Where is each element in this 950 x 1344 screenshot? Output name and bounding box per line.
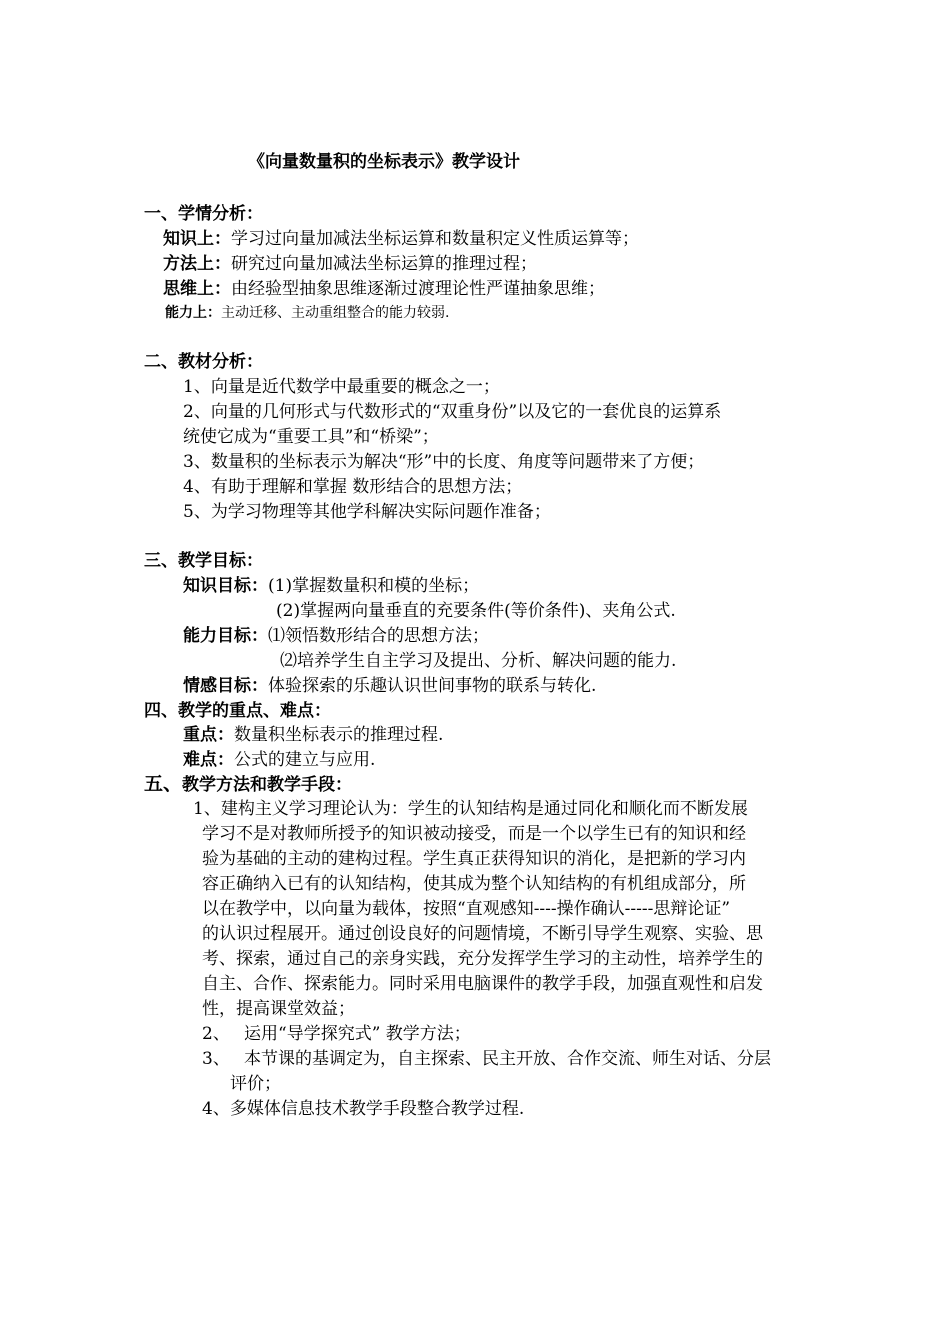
s3-knowledge-label: 知识目标：: [183, 576, 268, 596]
s5-p1-line: 学习不是对教师所授予的知识被动接受，而是一个以学生已有的知识和经: [202, 824, 746, 844]
s3-knowledge-2: (2)掌握两向量垂直的充要条件(等价条件)、夹角公式.: [276, 601, 676, 621]
s1-item-ability: [165, 302, 449, 324]
s5-p3-num: 3、: [202, 1049, 230, 1069]
s2-line: 统使它成为“重要工具”和“桥梁”；: [183, 427, 439, 447]
s5-heading-text: 教学方法和教学手段：: [182, 775, 353, 795]
s1-item-method: [163, 253, 537, 275]
s3-knowledge: [183, 575, 479, 597]
s1-item-text: 学习过向量加减法坐标运算和数量积定义性质运算等；: [231, 229, 639, 249]
section-3-heading: 三、教学目标：: [144, 551, 263, 571]
s1-item-label: 思维上：: [163, 279, 231, 299]
s3-ability-2: ⑵培养学生自主学习及提出、分析、解决问题的能力.: [280, 651, 677, 671]
s1-item-thinking: [163, 278, 605, 300]
s1-item-label: 知识上：: [163, 229, 231, 249]
s4-key-label: 重点：: [183, 725, 234, 745]
s4-key: [183, 724, 443, 746]
s2-line: 2、向量的几何形式与代数形式的“双重身份”以及它的一套优良的运算系: [183, 402, 722, 422]
s5-p4: 4、多媒体信息技术教学手段整合教学过程.: [202, 1099, 525, 1119]
s1-item-text: 研究过向量加减法坐标运算的推理过程；: [231, 254, 537, 274]
s1-item-text: 主动迁移、主动重组整合的能力较弱.: [221, 305, 450, 321]
s5-p3-line2: 评价；: [230, 1074, 281, 1094]
s5-p2-text: 运用“导学探究式” 教学方法；: [244, 1024, 471, 1044]
s3-ability-label: 能力目标：: [183, 626, 268, 646]
s2-line: 3、数量积的坐标表示为解决“形”中的长度、角度等问题带来了方便；: [183, 452, 705, 472]
s3-emotion: [183, 675, 596, 697]
s5-p1-line: 验为基础的主动的建构过程。学生真正获得知识的消化，是把新的学习内: [202, 849, 746, 869]
s5-p2-num: 2、: [202, 1024, 230, 1044]
s5-p3-line1: 本节课的基调定为，自主探索、民主开放、合作交流、师生对话、分层: [244, 1049, 771, 1069]
s2-line: 1、向量是近代数学中最重要的概念之一；: [183, 377, 500, 397]
section-1-heading: 一、学情分析：: [144, 204, 263, 224]
s1-item-label: 方法上：: [163, 254, 231, 274]
s4-key-text: 数量积坐标表示的推理过程.: [234, 725, 444, 745]
s1-item-label: 能力上：: [165, 305, 221, 321]
s5-p1-line: 的认识过程展开。通过创设良好的问题情境，不断引导学生观察、实验、思: [202, 924, 763, 944]
section-5-heading: [144, 773, 352, 796]
s5-heading-num: 五、: [144, 773, 183, 795]
s5-p1-line: 以在教学中，以向量为载体，按照“直观感知----操作确认-----思辩论证”: [202, 899, 731, 919]
s4-diff-text: 公式的建立与应用.: [234, 750, 376, 770]
s5-p1-line: 自主、合作、探索能力。同时采用电脑课件的教学手段，加强直观性和启发: [202, 974, 763, 994]
s5-p1-line: 1、建构主义学习理论认为：学生的认知结构是通过同化和顺化而不断发展: [193, 799, 748, 819]
s4-diff-label: 难点：: [183, 750, 234, 770]
s3-ability-1: ⑴领悟数形结合的思想方法；: [268, 626, 489, 646]
s5-p1-line: 容正确纳入已有的认知结构，使其成为整个认知结构的有机组成部分，所: [202, 874, 746, 894]
s5-p1-line: 考、探索，通过自己的亲身实践，充分发挥学生学习的主动性，培养学生的: [202, 949, 763, 969]
s3-emotion-label: 情感目标：: [183, 676, 268, 696]
section-4-heading: 四、教学的重点、难点：: [144, 701, 331, 721]
s2-line: 5、为学习物理等其他学科解决实际问题作准备；: [183, 502, 551, 522]
s4-difficulty: [183, 749, 375, 771]
document-title: 《向量数量积的坐标表示》教学设计: [248, 152, 520, 172]
s1-item-text: 由经验型抽象思维逐渐过渡理论性严谨抽象思维；: [231, 279, 605, 299]
s3-knowledge-1: (1)掌握数量积和模的坐标；: [268, 576, 480, 596]
s3-ability: [183, 625, 489, 647]
s5-p1-line: 性，提高课堂效益；: [202, 999, 355, 1019]
section-2-heading: 二、教材分析：: [144, 352, 263, 372]
s2-line: 4、有助于理解和掌握 数形结合的思想方法；: [183, 477, 523, 497]
s1-item-knowledge: [163, 228, 639, 250]
s3-emotion-text: 体验探索的乐趣认识世间事物的联系与转化.: [268, 676, 597, 696]
